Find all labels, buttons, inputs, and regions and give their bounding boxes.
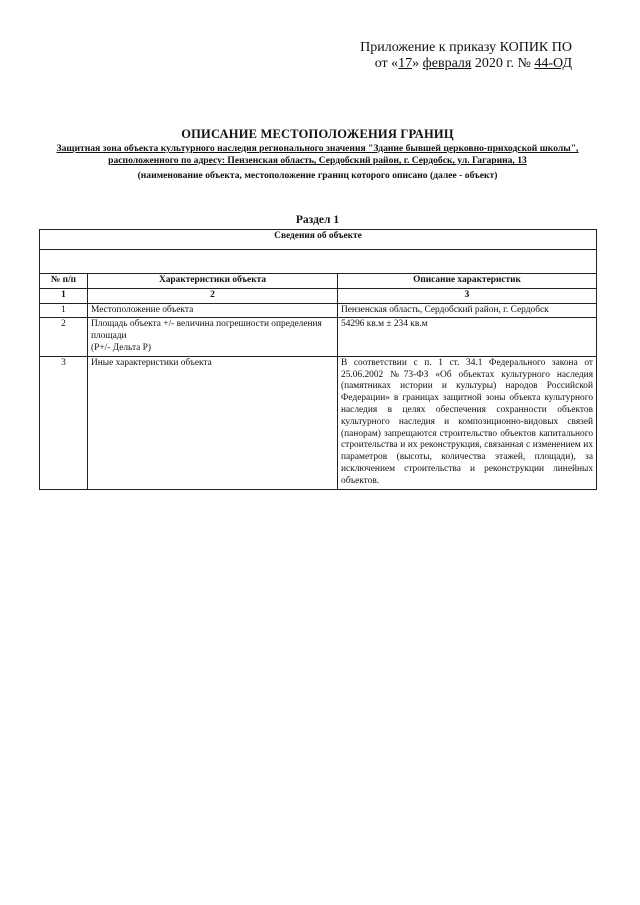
attachment-prefix: от « [374,56,399,71]
attachment-mid2: 2020 г. № [471,56,535,71]
row-number: 1 [40,303,88,318]
table-caption-row [40,230,597,250]
attachment-block [360,40,572,72]
header-cell-description: Описание характеристик [338,274,597,289]
table-row [40,356,597,489]
row-characteristic: Иные характеристики объекта [88,356,338,489]
column-number-3: 3 [338,288,597,303]
object-info-table [39,229,597,490]
header-cell-characteristic: Характеристики объекта [88,274,338,289]
column-number-2: 2 [88,288,338,303]
document-title: ОПИСАНИЕ МЕСТОПОЛОЖЕНИЯ ГРАНИЦ [181,127,454,141]
column-number-1: 1 [40,288,88,303]
table-row [40,318,597,356]
attachment-month: февраля [422,56,472,71]
row-description: В соответствии с п. 1 ст. 34.1 Федерального закона от 25.06.2002 №73-ФЗ «Об объектах культурного наследия (памятниках истории и культуры) народов Российской Федерации» в границах защитной зоны объекта культурного наследия в целях обеспечения сохранности объектов культурного наследия и композиционно-видовых связей (панорам) запрещаются строительство объектов капитального строительства и их реконструкция, связанная с изменением их параметров (высоты, количества этажей, площади), за исключением строительства и реконструкции линейных объектов. [338,356,597,489]
attachment-mid1: » [412,56,423,71]
table-column-numbers-row [40,288,597,303]
row-characteristic: Площадь объекта +/- величина погрешности определения площади (Р+/- Дельта Р) [88,318,338,356]
attachment-line2 [360,56,572,72]
table-caption: Сведения об объекте [40,230,597,250]
table-blank-cell [40,250,597,274]
table-row [40,303,597,318]
table-blank-row [40,250,597,274]
attachment-day: 17 [398,56,413,71]
attachment-number: 44-ОД [534,56,572,71]
row-characteristic: Местоположение объекта [88,303,338,318]
header-cell-number: № п/п [40,274,88,289]
row-number: 2 [40,318,88,356]
row-description: 54296 кв.м ± 234 кв.м [338,318,597,356]
row-description: Пензенская область, Сердобский район, г. Сердобск [338,303,597,318]
table-header-row [40,274,597,289]
row-number: 3 [40,356,88,489]
object-name: Защитная зона объекта культурного наследия регионального значения "Здание бывшей церковно-приходской школы", расположенного по адресу: Пензенская область, Сердобский район, г. Сердобск, ул. Гагарина, 13 [56,143,579,166]
object-name-note: (наименование объекта, местоположение границ которого описано (далее - объект) [137,170,498,181]
attachment-line1: Приложение к приказу КОПИК ПО [360,40,572,55]
section-title: Раздел 1 [295,214,340,226]
